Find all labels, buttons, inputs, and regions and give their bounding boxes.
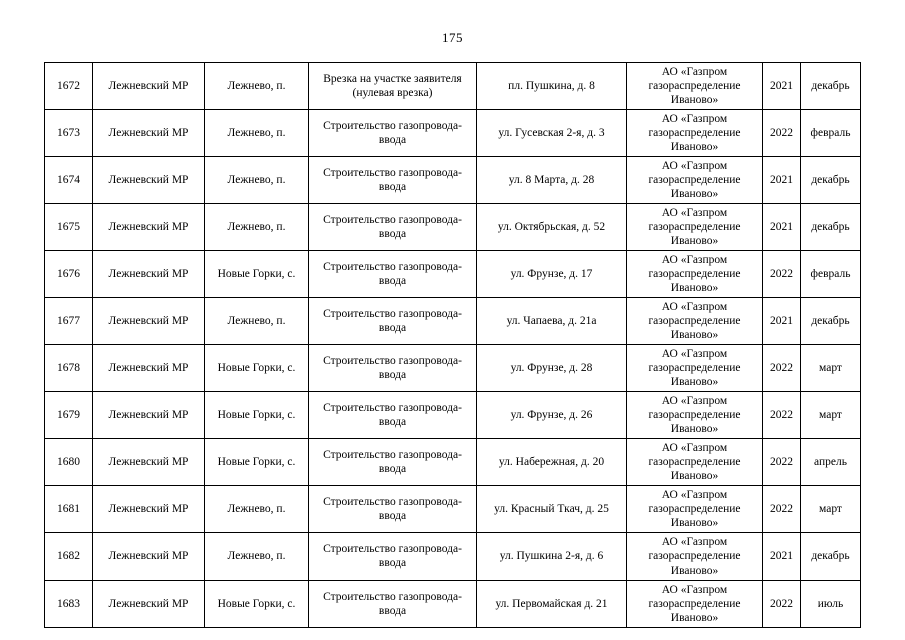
- year-cell: 2021: [763, 157, 801, 204]
- row-id: 1681: [45, 486, 93, 533]
- work-cell: Строительство газопровода-ввода: [309, 157, 477, 204]
- organization-cell: АО «Газпром газораспределение Иваново»: [627, 157, 763, 204]
- address-cell: ул. Чапаева, д. 21а: [477, 298, 627, 345]
- settlement-cell: Лежнево, п.: [205, 63, 309, 110]
- organization-cell: АО «Газпром газораспределение Иваново»: [627, 63, 763, 110]
- district-cell: Лежневский МР: [93, 204, 205, 251]
- month-cell: июль: [801, 580, 861, 627]
- organization-cell: АО «Газпром газораспределение Иваново»: [627, 439, 763, 486]
- district-cell: Лежневский МР: [93, 580, 205, 627]
- page-number: 175: [442, 30, 463, 45]
- row-id: 1672: [45, 63, 93, 110]
- month-cell: апрель: [801, 439, 861, 486]
- address-cell: ул. Фрунзе, д. 26: [477, 392, 627, 439]
- work-cell: Строительство газопровода-ввода: [309, 251, 477, 298]
- table-row: [45, 345, 861, 392]
- month-cell: март: [801, 345, 861, 392]
- year-cell: 2022: [763, 110, 801, 157]
- work-cell: Строительство газопровода-ввода: [309, 204, 477, 251]
- table-row: [45, 533, 861, 580]
- district-cell: Лежневский МР: [93, 251, 205, 298]
- month-cell: март: [801, 392, 861, 439]
- year-cell: 2022: [763, 345, 801, 392]
- work-cell: Строительство газопровода-ввода: [309, 486, 477, 533]
- settlement-cell: Новые Горки, с.: [205, 251, 309, 298]
- settlement-cell: Новые Горки, с.: [205, 580, 309, 627]
- year-cell: 2022: [763, 486, 801, 533]
- month-cell: декабрь: [801, 298, 861, 345]
- settlement-cell: Лежнево, п.: [205, 157, 309, 204]
- district-cell: Лежневский МР: [93, 486, 205, 533]
- organization-cell: АО «Газпром газораспределение Иваново»: [627, 110, 763, 157]
- address-cell: ул. Фрунзе, д. 17: [477, 251, 627, 298]
- settlement-cell: Новые Горки, с.: [205, 345, 309, 392]
- month-cell: февраль: [801, 110, 861, 157]
- work-cell: Строительство газопровода-ввода: [309, 439, 477, 486]
- work-cell: Строительство газопровода-ввода: [309, 392, 477, 439]
- settlement-cell: Новые Горки, с.: [205, 439, 309, 486]
- address-cell: пл. Пушкина, д. 8: [477, 63, 627, 110]
- table-row: [45, 251, 861, 298]
- month-cell: март: [801, 486, 861, 533]
- district-cell: Лежневский МР: [93, 157, 205, 204]
- work-cell: Строительство газопровода-ввода: [309, 533, 477, 580]
- row-id: 1683: [45, 580, 93, 627]
- month-cell: декабрь: [801, 63, 861, 110]
- address-cell: ул. Октябрьская, д. 52: [477, 204, 627, 251]
- district-cell: Лежневский МР: [93, 63, 205, 110]
- address-cell: ул. Гусевская 2-я, д. 3: [477, 110, 627, 157]
- organization-cell: АО «Газпром газораспределение Иваново»: [627, 298, 763, 345]
- organization-cell: АО «Газпром газораспределение Иваново»: [627, 345, 763, 392]
- month-cell: декабрь: [801, 533, 861, 580]
- row-id: 1674: [45, 157, 93, 204]
- address-cell: ул. Красный Ткач, д. 25: [477, 486, 627, 533]
- settlement-cell: Новые Горки, с.: [205, 392, 309, 439]
- work-cell: Строительство газопровода-ввода: [309, 345, 477, 392]
- work-cell: Врезка на участке заявителя (нулевая врезка): [309, 63, 477, 110]
- work-cell: Строительство газопровода-ввода: [309, 298, 477, 345]
- month-cell: декабрь: [801, 157, 861, 204]
- address-cell: ул. 8 Марта, д. 28: [477, 157, 627, 204]
- district-cell: Лежневский МР: [93, 392, 205, 439]
- address-cell: ул. Первомайская д. 21: [477, 580, 627, 627]
- organization-cell: АО «Газпром газораспределение Иваново»: [627, 533, 763, 580]
- organization-cell: АО «Газпром газораспределение Иваново»: [627, 392, 763, 439]
- organization-cell: АО «Газпром газораспределение Иваново»: [627, 580, 763, 627]
- table-row: [45, 298, 861, 345]
- organization-cell: АО «Газпром газораспределение Иваново»: [627, 486, 763, 533]
- year-cell: 2022: [763, 392, 801, 439]
- district-cell: Лежневский МР: [93, 110, 205, 157]
- year-cell: 2022: [763, 439, 801, 486]
- settlement-cell: Лежнево, п.: [205, 486, 309, 533]
- table-row: [45, 392, 861, 439]
- table-row: [45, 486, 861, 533]
- district-cell: Лежневский МР: [93, 345, 205, 392]
- work-cell: Строительство газопровода-ввода: [309, 580, 477, 627]
- table-row: [45, 204, 861, 251]
- table-row: [45, 157, 861, 204]
- work-cell: Строительство газопровода-ввода: [309, 110, 477, 157]
- year-cell: 2021: [763, 63, 801, 110]
- row-id: 1678: [45, 345, 93, 392]
- table-row: [45, 110, 861, 157]
- district-cell: Лежневский МР: [93, 439, 205, 486]
- table-row: [45, 580, 861, 627]
- year-cell: 2022: [763, 580, 801, 627]
- month-cell: февраль: [801, 251, 861, 298]
- year-cell: 2021: [763, 204, 801, 251]
- settlement-cell: Лежнево, п.: [205, 204, 309, 251]
- settlement-cell: Лежнево, п.: [205, 110, 309, 157]
- table-row: [45, 63, 861, 110]
- address-cell: ул. Фрунзе, д. 28: [477, 345, 627, 392]
- row-id: 1680: [45, 439, 93, 486]
- district-cell: Лежневский МР: [93, 533, 205, 580]
- table-row: [45, 439, 861, 486]
- address-cell: ул. Набережная, д. 20: [477, 439, 627, 486]
- row-id: 1677: [45, 298, 93, 345]
- organization-cell: АО «Газпром газораспределение Иваново»: [627, 204, 763, 251]
- row-id: 1679: [45, 392, 93, 439]
- row-id: 1675: [45, 204, 93, 251]
- address-cell: ул. Пушкина 2-я, д. 6: [477, 533, 627, 580]
- organization-cell: АО «Газпром газораспределение Иваново»: [627, 251, 763, 298]
- district-cell: Лежневский МР: [93, 298, 205, 345]
- table-body: [45, 63, 861, 628]
- row-id: 1676: [45, 251, 93, 298]
- settlement-cell: Лежнево, п.: [205, 533, 309, 580]
- year-cell: 2021: [763, 533, 801, 580]
- year-cell: 2021: [763, 298, 801, 345]
- settlement-cell: Лежнево, п.: [205, 298, 309, 345]
- row-id: 1682: [45, 533, 93, 580]
- month-cell: декабрь: [801, 204, 861, 251]
- registry-table: [44, 62, 861, 628]
- year-cell: 2022: [763, 251, 801, 298]
- row-id: 1673: [45, 110, 93, 157]
